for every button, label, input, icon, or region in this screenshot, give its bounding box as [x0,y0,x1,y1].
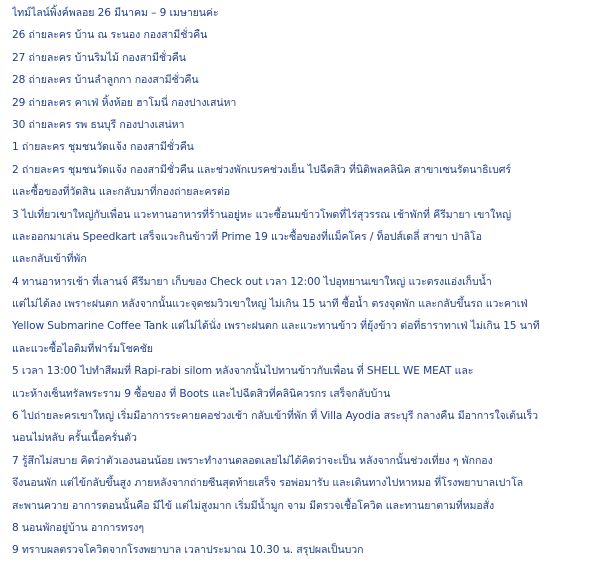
timeline-line: จึงนอนพัก แต่ไข้กลับขึ้นสูง ภายหลังจากถ่ายซีนสุดท้ายเสร็จ รอพ่อมารับ และเดินทางไปหาหมอ ที่โรงพยาบาลเปาโล [12,477,524,490]
timeline-line: 8 นอนพักอยู่บ้าน อาการทรงๆ [12,521,144,534]
timeline-line: 3 ไปเที่ยวเขาใหญ่กับเพื่อน แวะทานอาหารที่ร้านอยู่หะ แวะซื้อนมข้าวโพดที่ไร่สุวรรณ เช้าพักที่ คีรีมายา เขาใหญ่ [12,208,512,221]
timeline-line: แวะห้างเซ็นทรัลพระราม 9 ซื้อของ ที่ Boots และไปฉีดสิวที่คลินิควรกร เสร็จกลับบ้าน [12,387,391,400]
timeline-line: Yellow Submarine Coffee Tank แต่ไม่ได้นั่ง เพราะฝนตก และแวะทานข้าว ที่ยุ้งข้าว ต่อที่ธาราทาเฟ่ ไม่เกิน 15 นาที [12,320,540,333]
timeline-line: 5 เวลา 13:00 ไปทำสีผมที่ Rapi-rabi silom หลังจากนั้นไปทานข้าวกับเพื่อน ที่ SHELL WE MEAT และ [12,365,474,378]
timeline-line: และแวะซื้อไอติมที่ฟาร์มโชคชัย [12,342,153,355]
timeline-line: 6 ไปถ่ายละครเขาใหญ่ เริ่มมีอาการระคายคอช่วงเช้า กลับเข้าที่พัก ที่ Villa Ayodia สระบุรี กลางคืน มีอาการใจเต้นเร็ว [12,410,539,423]
timeline-line: นอนไม่หลับ ครั้นเนื้อครั่นตัว [12,432,137,445]
timeline-title: ไทม์ไลน์พิ้งค์พลอย 26 มีนาคม – 9 เมษายนค่ะ [12,7,219,19]
timeline-line: และซื้อของที่วัดสิน และกลับมาที่กองถ่ายละครต่อ [12,186,231,199]
timeline-line: 9 ทราบผลตรวจโควิดจากโรงพยาบาล เวลาประมาณ 10.30 น. สรุปผลเป็นบวก [12,544,364,557]
timeline-line: สะพานควาย อาการตอนนั้นคือ มีไข้ แต่ไม่สูงมาก เริ่มมีน้ำมูก จาม มีตรวจเชื้อโควิด และทานยาตามที่หมอสั่ง [12,499,495,512]
timeline-line: แต่ไม่ได้ลง เพราะฝนตก หลังจากนั้นแวะจุดชมวิวเขาใหญ่ ไม่เกิน 15 นาที ซื้อน้ำ ตรงจุดพัก และกลับขึ้นรถ แวะคาเฟ่ [12,298,528,311]
timeline-line: 27 ถ่ายละคร บ้านริมไม้ กองสามีชั่วคืน [12,51,186,64]
timeline-line: 2 ถ่ายละคร ชุมชนวัดแจ้ง กองสามีชั่วคืน และช่วงพักเบรคช่วงเย็น ไปฉีดสิว ที่นิติพลคลินิค สาขาเซนรัตนาธิเบศร์ [12,163,511,176]
timeline-line: และออกมาเล่น Speedkart เสร็จแวะกินข้าวที่ Prime 19 แวะซื้อของที่แม็คโคร / ท็อปส์เดลี่ สาขา ปาลิโอ [12,230,482,243]
timeline-line: 29 ถ่ายละคร คาเฟ่ หิ้งห้อย ฮาโมนี่ กองปางเสน่หา [12,96,237,109]
timeline-line: 28 ถ่ายละคร บ้านลำลูกกา กองสามีชั่วคืน [12,74,199,87]
timeline-line: 30 ถ่ายละคร รพ ธนบุรี กองปางเสน่หา [12,118,185,131]
timeline-line: 26 ถ่ายละคร บ้าน ณ ระนอง กองสามีชั่วคืน [12,29,208,42]
timeline-line: 7 รู้สึกไม่สบาย คิดว่าตัวเองนอนน้อย เพราะทำงานตลอดเลยไม่ได้คิดว่าจะเป็น หลังจากนั้นช่วงเที่ยง ๆ พักกอง [12,454,493,467]
timeline-line: 1 ถ่ายละคร ชุมชนวัดแจ้ง กองสามีชั่วคืน [12,141,194,154]
timeline-line: 4 ทานอาหารเช้า ที่เลานจ์ คีรีมายา เก็บของ Check out เวลา 12:00 ไปอุทยานเขาใหญ่ แวะตรงแอ่งเก็บน้ำ [12,275,492,288]
timeline-line: และกลับเข้าที่พัก [12,253,87,266]
